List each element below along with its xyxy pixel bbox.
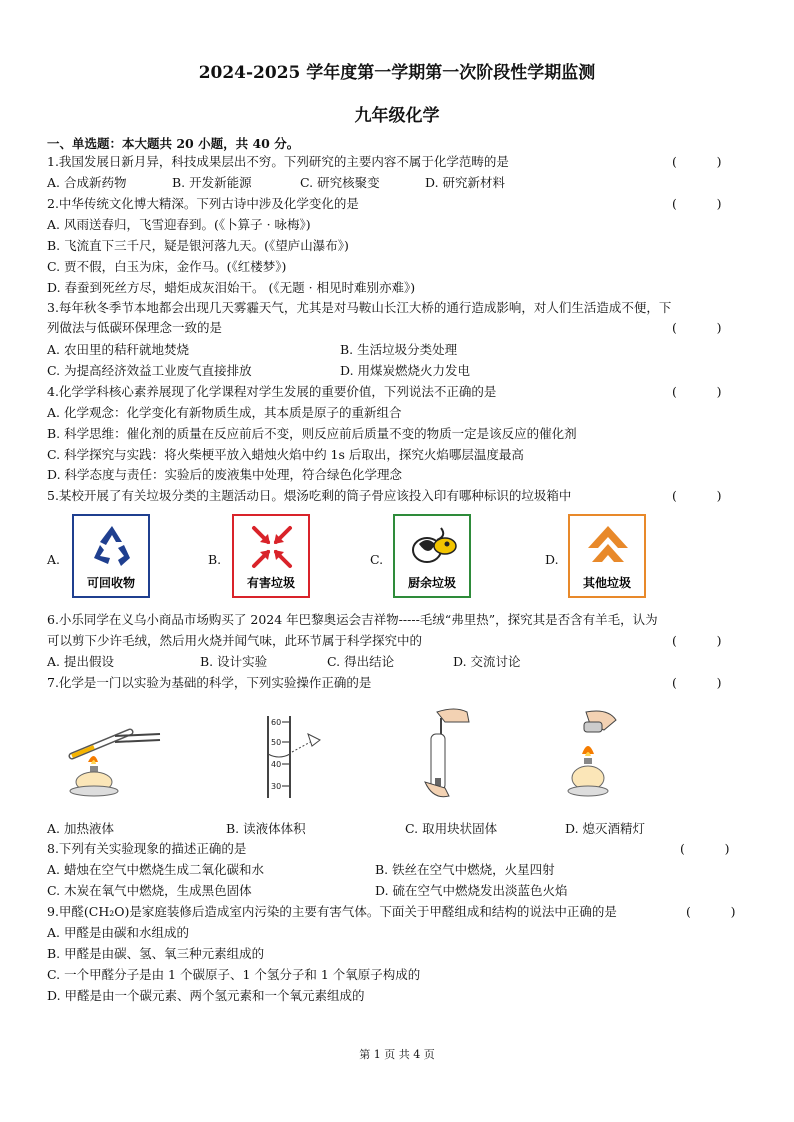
q8-answer-blank: ( ) [680,841,730,856]
q4-option-c: C. 科学探究与实践：将火柴梗平放入蜡烛火焰中约 1s 后取出，探究火焰哪层温度最高 [47,447,524,462]
q3-option-a: A. 农田里的秸秆就地焚烧 [47,342,189,357]
heating-liquid-illustration [60,712,170,802]
q7-option-b: B. 读液体体积 [226,821,306,836]
q2-option-d: D. 春蚕到死丝方尽，蜡炬成灰泪始干。 (《无题 · 相见时难别亦难》) [47,280,416,295]
cylinder-tick-40: 40 [271,760,282,769]
q1-answer-blank: ( ) [672,154,722,169]
q9-option-c: C. 一个甲醛分子是由 1 个碳原子、1 个氢分子和 1 个氧原子构成的 [47,967,421,982]
q9-option-a: A. 甲醛是由碳和水组成的 [47,925,189,940]
q2-answer-blank: ( ) [672,196,722,211]
q7-option-d: D. 熄灭酒精灯 [565,821,646,836]
q3-stem-line2: 列做法与低碳环保理念一致的是 [47,320,223,335]
extinguish-lamp-illustration [560,708,624,802]
q5-letter-b: B. [208,552,222,567]
q7-option-a: A. 加热液体 [47,821,114,836]
other-waste-icon [584,522,632,572]
q7-stem: 7.化学是一门以实验为基础的科学，下列实验操作正确的是 [47,675,372,690]
section-heading: 一、单选题：本大题共 20 小题，共 40 分。 [47,136,300,151]
other-waste-sign [568,514,646,598]
q9-option-d: D. 甲醛是由一个碳元素、两个氢元素和一个氧元素组成的 [47,988,365,1003]
q3-option-d: D. 用煤炭燃烧火力发电 [340,363,471,378]
q6-option-d: D. 交流讨论 [453,654,521,669]
q5-letter-a: A. [47,552,61,567]
q5-letter-c: C. [370,552,384,567]
q4-option-d: D. 科学态度与责任：实验后的废液集中处理，符合绿色化学理念 [47,467,403,482]
q7-answer-blank: ( ) [672,675,722,690]
q9-stem: 9.甲醛(CH₂O)是家庭装修后造成室内污染的主要有害气体。下面关于甲醛组成和结构的说法中正确的是 [47,904,617,919]
q8-option-d: D. 硫在空气中燃烧发出淡蓝色火焰 [375,883,568,898]
q8-option-b: B. 铁丝在空气中燃烧，火星四射 [375,862,555,877]
recyclable-sign [72,514,150,598]
q6-stem-line2: 可以剪下少许毛绒，然后用火烧并闻气味，此环节属于科学探究中的 [47,633,423,648]
cylinder-tick-30: 30 [271,782,282,791]
q2-stem: 2.中华传统文化博大精深。下列古诗中涉及化学变化的是 [47,196,359,211]
q6-option-a: A. 提出假设 [47,654,114,669]
q6-option-c: C. 得出结论 [327,654,395,669]
q5-stem: 5.某校开展了有关垃圾分类的主题活动日。煨汤吃剩的筒子骨应该投入印有哪种标识的垃圾箱中 [47,488,572,503]
cylinder-tick-60: 60 [271,718,282,727]
hazardous-sign [232,514,310,598]
cylinder-tick-50: 50 [271,738,282,747]
q3-option-c: C. 为提高经济效益工业废气直接排放 [47,363,252,378]
exam-title: 2024-2025 学年度第一学期第一次阶段性学期监测 [198,63,596,83]
q6-stem-line1: 6.小乐同学在义乌小商品市场购买了 2024 年巴黎奥运会吉祥物-----毛绒“弗里热”，探究其是否含有羊毛，认为 [47,612,658,627]
food-waste-icon [407,522,459,572]
q2-option-b: B. 飞流直下三千尺，疑是银河落九天。(《望庐山瀑布》) [47,238,349,253]
food-waste-sign [393,514,471,598]
recyclable-label: 可回收物 [86,576,135,590]
q2-option-a: A. 风雨送春归，飞雪迎春到。(《卜算子 · 咏梅》) [47,217,311,232]
q2-option-c: C. 贾不假，白玉为床，金作马。(《红楼梦》) [47,259,287,274]
q4-answer-blank: ( ) [672,384,722,399]
q4-stem: 4.化学学科核心素养展现了化学课程对学生发展的重要价值，下列说法不正确的是 [47,384,497,399]
q1-option-a: A. 合成新药物 [47,175,127,190]
q5-letter-d: D. [545,552,559,567]
hazardous-label: 有害垃圾 [246,576,295,590]
exam-subtitle: 九年级化学 [354,106,440,126]
q1-option-c: C. 研究核聚变 [300,175,380,190]
q3-stem-line1: 3.每年秋冬季节本地都会出现几天雾霾天气，尤其是对马鞍山长江大桥的通行造成影响，对人们生活造成不便，下 [47,300,672,315]
q1-stem: 1.我国发展日新月异，科技成果层出不穷。下列研究的主要内容不属于化学范畴的是 [47,154,509,169]
read-volume-illustration [262,712,332,802]
hazard-arrows-icon [248,522,296,572]
q1-option-d: D. 研究新材料 [425,175,506,190]
page-footer: 第 1 页 共 4 页 [359,1048,435,1061]
take-solid-illustration [415,704,475,804]
q8-option-c: C. 木炭在氧气中燃烧，生成黑色固体 [47,883,252,898]
q5-answer-blank: ( ) [672,488,722,503]
q7-option-c: C. 取用块状固体 [405,821,498,836]
other-waste-label: 其他垃圾 [582,576,631,590]
q6-answer-blank: ( ) [672,633,722,648]
recycle-icon [88,522,136,572]
q8-option-a: A. 蜡烛在空气中燃烧生成二氧化碳和水 [47,862,264,877]
q3-option-b: B. 生活垃圾分类处理 [340,342,458,357]
q6-option-b: B. 设计实验 [200,654,268,669]
q8-stem: 8.下列有关实验现象的描述正确的是 [47,841,247,856]
q9-answer-blank: ( ) [686,904,736,919]
q3-answer-blank: ( ) [672,320,722,335]
q1-option-b: B. 开发新能源 [172,175,252,190]
q9-option-b: B. 甲醛是由碳、氢、氧三种元素组成的 [47,946,265,961]
q4-option-b: B. 科学思维：催化剂的质量在反应前后不变，则反应前后质量不变的物质一定是该反应的催化剂 [47,426,577,441]
q4-option-a: A. 化学观念：化学变化有新物质生成，其本质是原子的重新组合 [47,405,402,420]
food-waste-label: 厨余垃圾 [407,576,456,590]
